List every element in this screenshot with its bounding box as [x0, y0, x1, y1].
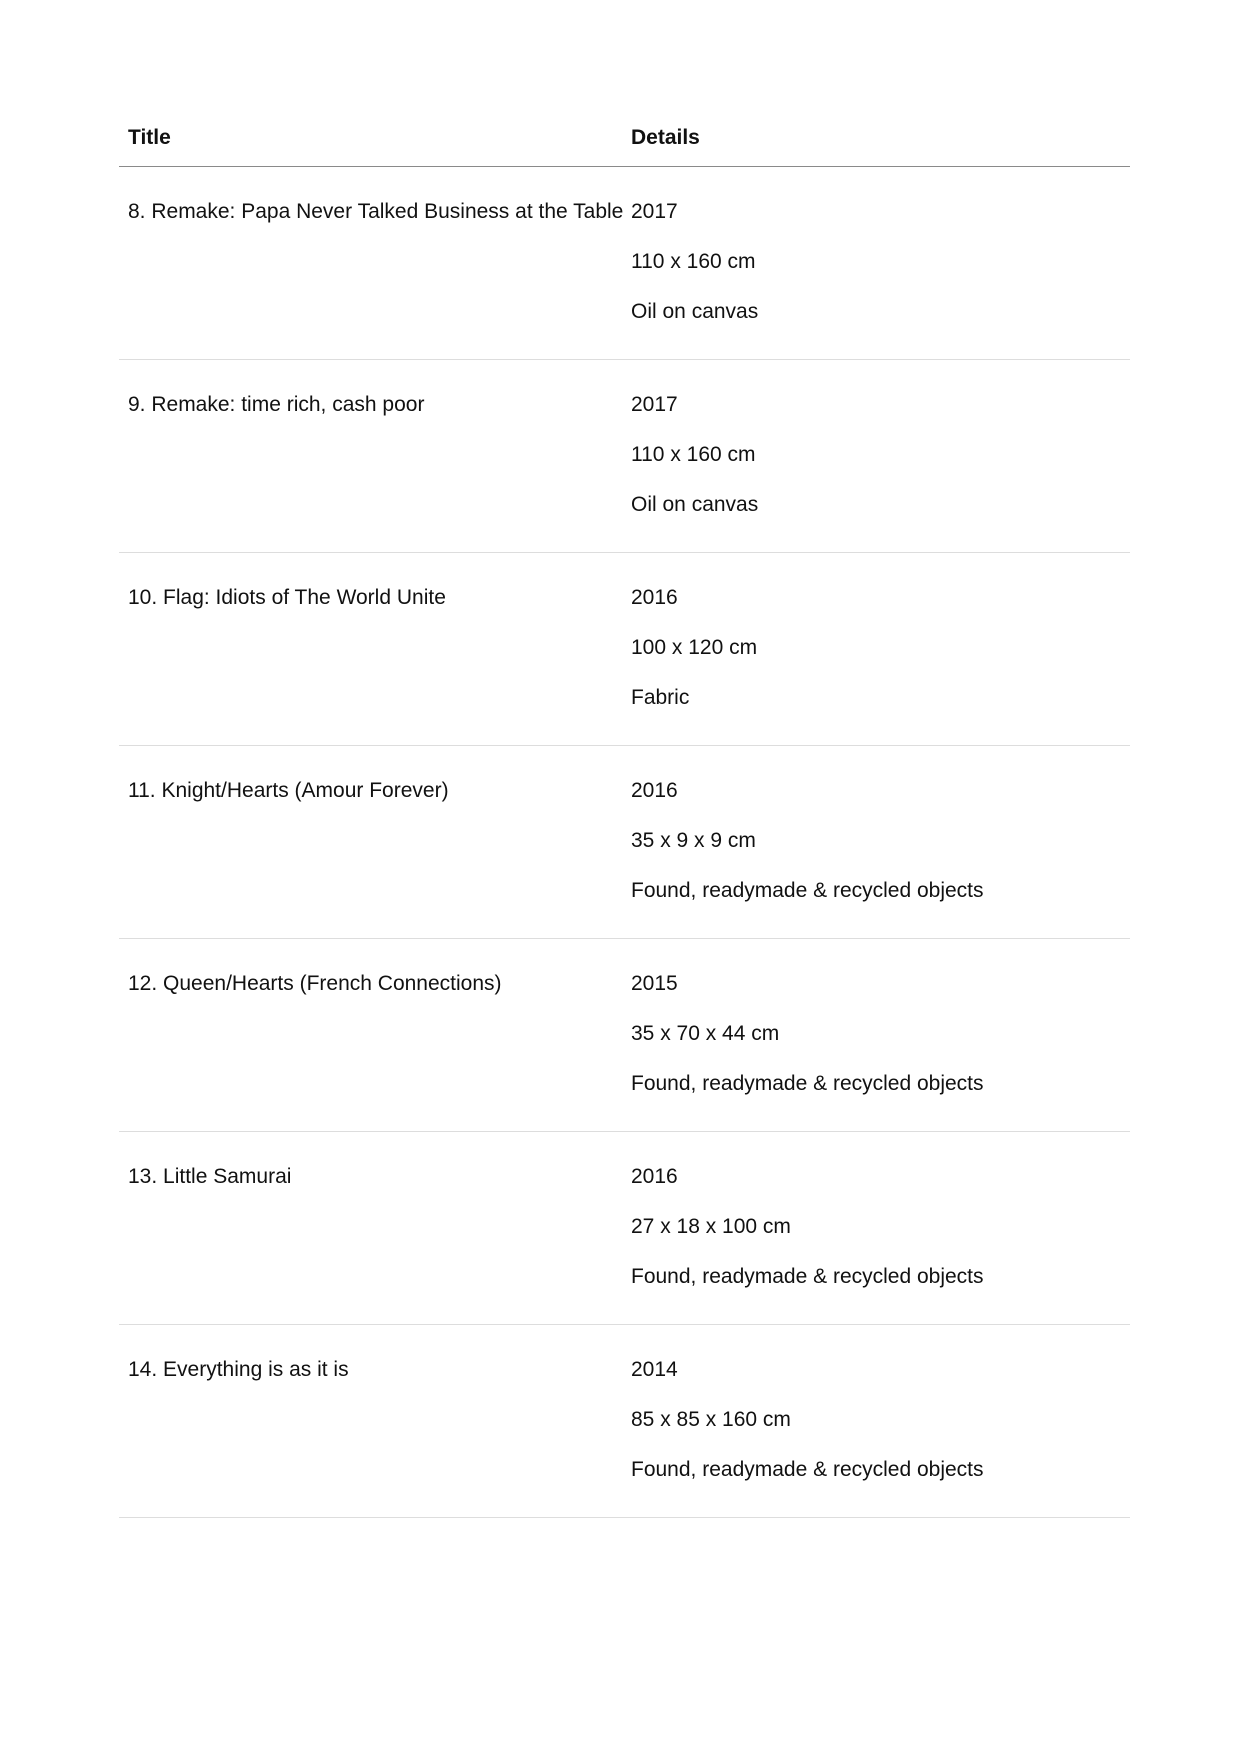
work-year: 2016	[631, 586, 678, 609]
table-row	[119, 1325, 1130, 1518]
table-row	[119, 939, 1130, 1132]
work-year: 2015	[631, 972, 678, 995]
work-year: 2016	[631, 779, 678, 802]
work-title: 11. Knight/Hearts (Amour Forever)	[128, 779, 449, 802]
work-year: 2017	[631, 200, 678, 223]
table-row	[119, 1132, 1130, 1325]
work-medium: Found, readymade & recycled objects	[631, 1458, 984, 1481]
works-table	[119, 110, 1130, 1518]
work-year: 2016	[631, 1165, 678, 1188]
table-row	[119, 553, 1130, 746]
header-details: Details	[631, 126, 700, 149]
table-header	[119, 110, 1130, 167]
work-title: 12. Queen/Hearts (French Connections)	[128, 972, 502, 995]
work-details	[631, 1132, 1130, 1324]
work-medium: Found, readymade & recycled objects	[631, 879, 984, 902]
work-title: 9. Remake: time rich, cash poor	[128, 393, 425, 416]
work-year: 2017	[631, 393, 678, 416]
work-dimensions: 100 x 120 cm	[631, 636, 758, 659]
header-title: Title	[128, 126, 171, 149]
work-dimensions: 85 x 85 x 160 cm	[631, 1408, 791, 1431]
work-medium: Oil on canvas	[631, 300, 759, 323]
work-details	[631, 1325, 1130, 1517]
work-dimensions: 35 x 70 x 44 cm	[631, 1022, 780, 1045]
table-row	[119, 360, 1130, 553]
table-row	[119, 746, 1130, 939]
work-medium: Found, readymade & recycled objects	[631, 1265, 984, 1288]
work-title: 13. Little Samurai	[128, 1165, 292, 1188]
work-dimensions: 27 x 18 x 100 cm	[631, 1215, 791, 1238]
work-year: 2014	[631, 1358, 678, 1381]
work-details	[631, 167, 1130, 359]
table-row	[119, 167, 1130, 360]
work-details	[631, 360, 1130, 552]
work-details	[631, 553, 1130, 745]
work-medium: Found, readymade & recycled objects	[631, 1072, 984, 1095]
work-medium: Fabric	[631, 686, 690, 709]
work-title: 8. Remake: Papa Never Talked Business at the Table	[128, 200, 624, 223]
work-details	[631, 939, 1130, 1131]
work-dimensions: 110 x 160 cm	[631, 250, 756, 273]
work-details	[631, 746, 1130, 938]
work-dimensions: 35 x 9 x 9 cm	[631, 829, 756, 852]
work-title: 10. Flag: Idiots of The World Unite	[128, 586, 446, 609]
work-medium: Oil on canvas	[631, 493, 759, 516]
work-dimensions: 110 x 160 cm	[631, 443, 756, 466]
work-title: 14. Everything is as it is	[128, 1358, 349, 1381]
